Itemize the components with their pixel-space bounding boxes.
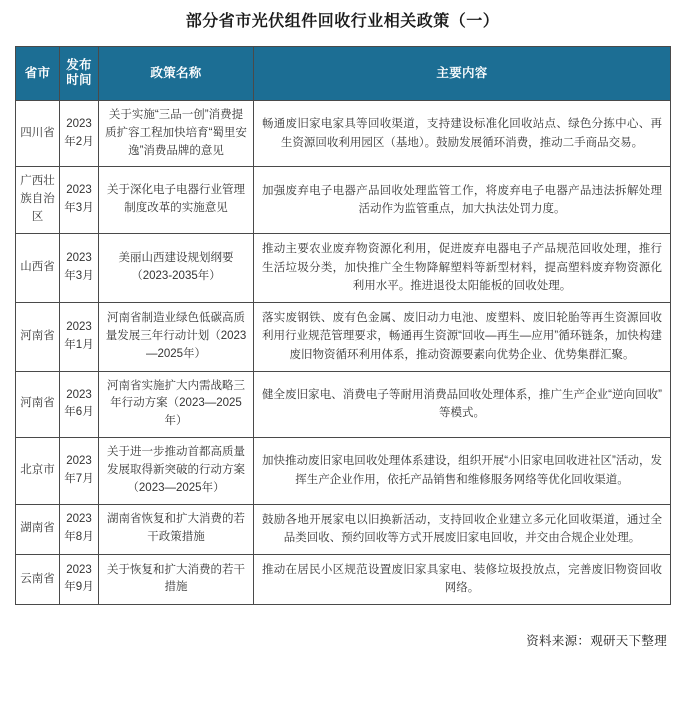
cell-main-content: 加强废弃电子电器产品回收处理监管工作，将废弃电子电器产品违法拆解处理活动作为监管重点，加大执法处罚力度。 [254, 167, 671, 233]
cell-province: 四川省 [16, 101, 60, 167]
cell-main-content: 推动在居民小区规范设置废旧家具家电、装修垃圾投放点，完善废旧物资回收网络。 [254, 554, 671, 604]
cell-province: 湖南省 [16, 504, 60, 554]
cell-policy-name: 湖南省恢复和扩大消费的若干政策措施 [99, 504, 254, 554]
cell-date: 2023年9月 [60, 554, 99, 604]
table-header [16, 46, 671, 100]
cell-date: 2023年2月 [60, 101, 99, 167]
cell-province: 河南省 [16, 302, 60, 371]
page-title: 部分省市光伏组件回收行业相关政策（一） [185, 13, 500, 30]
table-row [16, 167, 671, 233]
cell-date: 2023年1月 [60, 302, 99, 371]
table-row [16, 233, 671, 302]
cell-policy-name: 河南省制造业绿色低碳高质量发展三年行动计划（2023—2025年） [99, 302, 254, 371]
cell-province: 云南省 [16, 554, 60, 604]
cell-date: 2023年3月 [60, 167, 99, 233]
table-container [0, 46, 685, 605]
cell-province: 河南省 [16, 371, 60, 437]
table-row [16, 371, 671, 437]
table-row [16, 504, 671, 554]
column-header-province: 省市 [16, 46, 60, 100]
cell-date: 2023年3月 [60, 233, 99, 302]
column-header-main-content: 主要内容 [254, 46, 671, 100]
policy-table [15, 46, 671, 605]
column-header-policy-name: 政策名称 [99, 46, 254, 100]
cell-policy-name: 美丽山西建设规划纲要（2023-2035年） [99, 233, 254, 302]
cell-policy-name: 关于进一步推动首都高质量发展取得新突破的行动方案（2023—2025年） [99, 438, 254, 504]
cell-date: 2023年7月 [60, 438, 99, 504]
table-row [16, 438, 671, 504]
table-row [16, 302, 671, 371]
table-header-row [16, 46, 671, 100]
cell-main-content: 加快推动废旧家电回收处理体系建设，组织开展“小旧家电回收进社区”活动，发挥生产企业作用，依托产品销售和维修服务网络等优化回收渠道。 [254, 438, 671, 504]
table-row [16, 101, 671, 167]
cell-policy-name: 关于恢复和扩大消费的若干措施 [99, 554, 254, 604]
source-note: 资料来源：观研天下整理 [526, 634, 667, 649]
table-row [16, 554, 671, 604]
cell-main-content: 健全废旧家电、消费电子等耐用消费品回收处理体系，推广生产企业“逆向回收”等模式。 [254, 371, 671, 437]
cell-main-content: 鼓励各地开展家电以旧换新活动，支持回收企业建立多元化回收渠道，通过全品类回收、预约回收等方式开展废旧家电回收，并交由合规企业处理。 [254, 504, 671, 554]
cell-main-content: 推动主要农业废弃物资源化利用，促进废弃电器电子产品规范回收处理，推行生活垃圾分类，加快推广全生物降解塑料等新型材料，提高塑料废弃物资源化利用水平。推进退役太阳能板的回收处理。 [254, 233, 671, 302]
cell-main-content: 落实废钢铁、废有色金属、废旧动力电池、废塑料、废旧轮胎等再生资源回收利用行业规范管理要求，畅通再生资源“回收—再生—应用”循环链条，加快构建废旧物资循环利用体系，推动资源要素向优势企业、优势集群汇聚。 [254, 302, 671, 371]
cell-policy-name: 河南省实施扩大内需战略三年行动方案（2023—2025年） [99, 371, 254, 437]
cell-policy-name: 关于深化电子电器行业管理制度改革的实施意见 [99, 167, 254, 233]
column-header-date: 发布时间 [60, 46, 99, 100]
cell-province: 山西省 [16, 233, 60, 302]
cell-province: 广西壮族自治区 [16, 167, 60, 233]
table-body [16, 101, 671, 605]
cell-date: 2023年6月 [60, 371, 99, 437]
cell-policy-name: 关于实施“三品一创”消费提质扩容工程加快培育“蜀里安逸”消费品牌的意见 [99, 101, 254, 167]
cell-date: 2023年8月 [60, 504, 99, 554]
cell-province: 北京市 [16, 438, 60, 504]
cell-main-content: 畅通废旧家电家具等回收渠道，支持建设标准化回收站点、绿色分拣中心、再生资源回收利用园区（基地）。鼓励发展循环消费，推动二手商品交易。 [254, 101, 671, 167]
